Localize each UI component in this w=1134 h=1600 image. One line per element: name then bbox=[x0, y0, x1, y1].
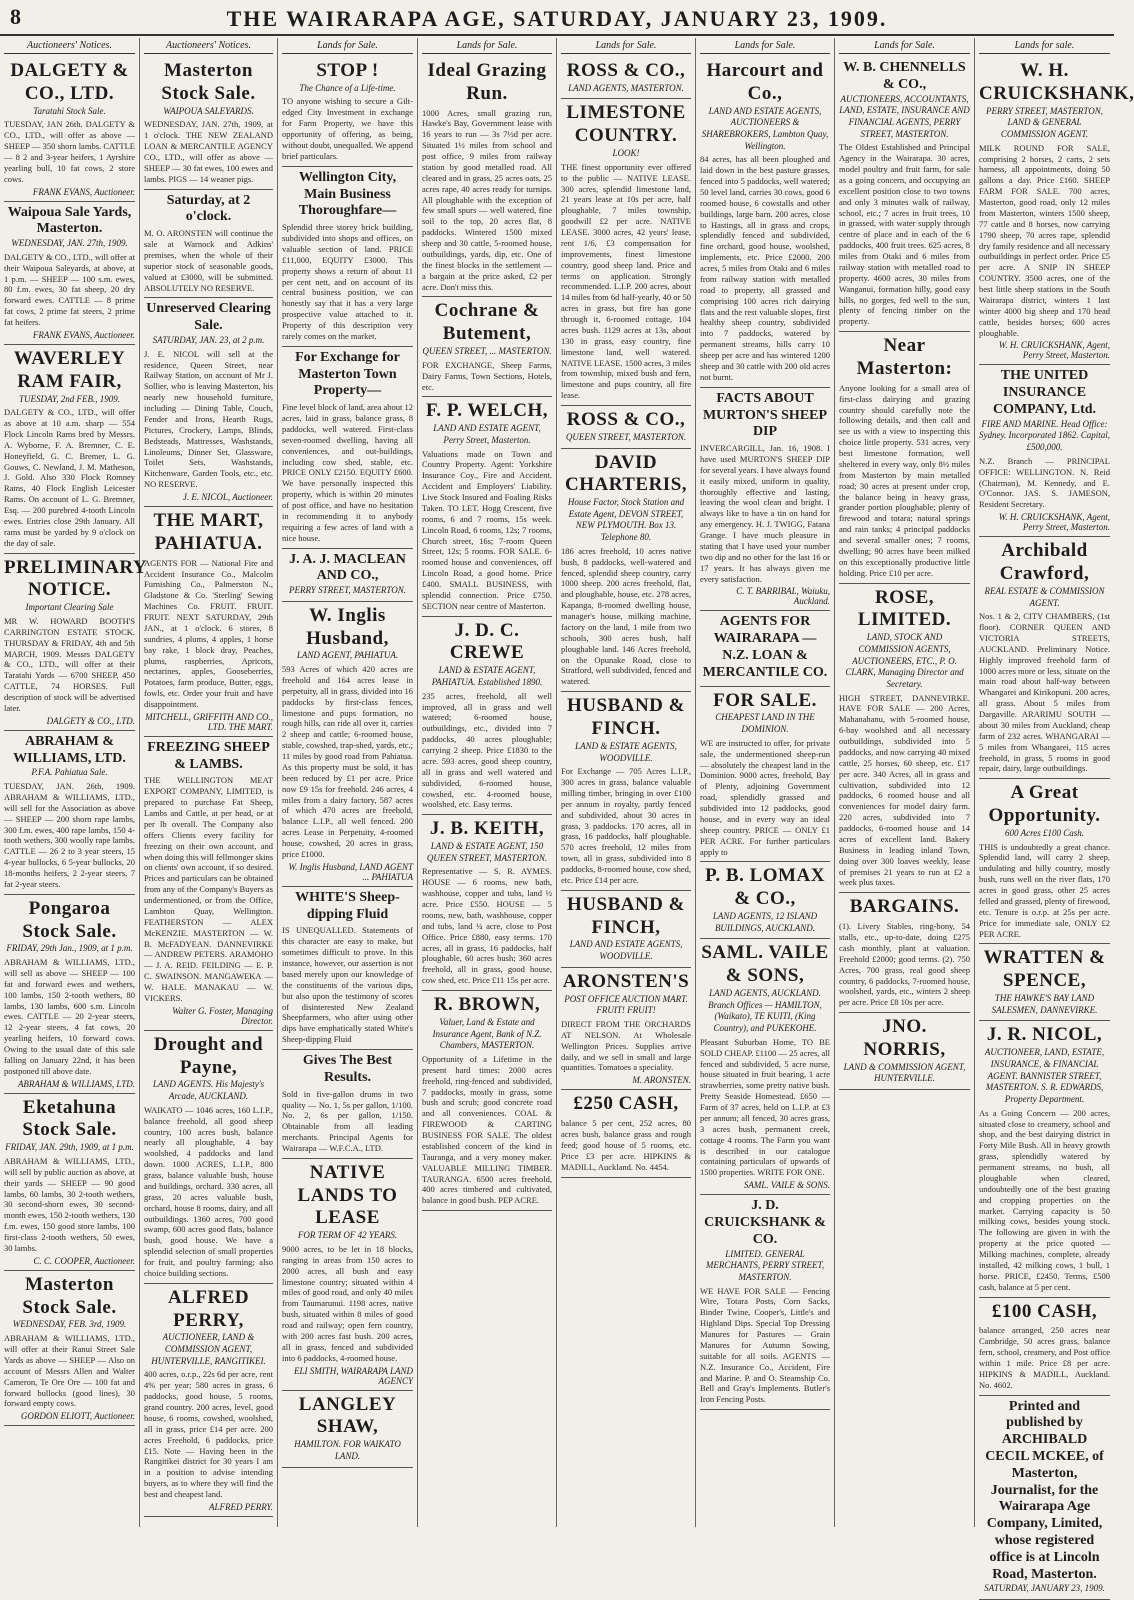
advertisement bbox=[4, 895, 135, 1094]
ad-title: P. B. LOMAX & CO., bbox=[705, 865, 825, 910]
ad-body: Pleasant Suburban Home, TO BE SOLD CHEAP. £1100 — 25 acres, all fenced and subdivided, 5 acre nurse, house situated in fruit bearing, 1 acre strawberries, some pretty native bush. Pretty Seaside Homestead. £650 — Farm of 37 acres, held on L.I.P. at £3 per annum; all fenced, 30 acres grass, 3 acres bush, permanent creek, cottage 4 rooms. The Farm you want is described in our catalogue containing particulars of upwards of 1500 properties. WRITE FOR ONE. bbox=[700, 1036, 831, 1178]
ad-body: MILK ROUND FOR SALE, comprising 2 horses, 2 carts, 2 sets harness, all appointments, doing 50 gallons a day. Price £160. SHEEP FARM FOR SALE. 700 acres, Masterton, good road, only 12 miles from Masterton, winters 1500 sheep, 77 cattle and 8 horses, now carrying 1790 sheep, 70 acres rape, splendid dry family residence and all necessary outbuildings in perfect order. Price £5 per acre. A SNIP IN SHEEP COUNTRY. 3500 acres, one of the best little sheep stations in the South Wairarapa district, winters 1 last winter 4000 big sheep and 170 head cattle, besides horses; 600 acres ploughable. bbox=[979, 142, 1110, 338]
ad-body: Representative — S. R. AYMES. HOUSE — 6 rooms, new bath, washhouse, copper and tubs, land ½ acre. Price £550. HOUSE — 5 rooms, new, bath, washhouse, copper and tubs, land ¼ acre, close to Post Office. Price £880, easy terms. 170 acres, all in grass, 16 paddocks, half ploughable, 60 acres bush; 360 acres freehold, all in grass, good house, cow shed, etc. Price £11 15s per acre. bbox=[422, 866, 552, 986]
ad-subtitle: LAND AND ESTATE AGENT, Perry Street, Masterton. bbox=[433, 423, 541, 445]
ad-body: Sold in five-gallon drums in two quality — No. 1, 5s per gallon, 1/100. No. 2, 6s per gallon, 1/150. Obtainable from all leading merchants. Principal Agents for Wairarapa — W.F.C.A., LTD. bbox=[282, 1088, 413, 1154]
ad-subtitle: REAL ESTATE & COMMISSION AGENT. bbox=[984, 585, 1105, 608]
ad-subtitle: WEDNESDAY, FEB. 3rd, 1909. bbox=[12, 1319, 127, 1330]
advertisement bbox=[4, 57, 135, 202]
ad-title: For Exchange for Masterton Town Property— bbox=[295, 349, 400, 399]
ad-title: Unreserved Clearing Sale. bbox=[146, 301, 271, 334]
ad-subtitle: AUCTIONEER, LAND, ESTATE, INSURANCE, & FINANCIAL AGENT. BANNISTER STREET, MASTERTON. S. R. EDWARDS, Property Department. bbox=[984, 1047, 1105, 1104]
ad-title: W. Inglis Husband, bbox=[306, 604, 389, 649]
advertisement bbox=[561, 1090, 691, 1177]
ad-title: HUSBAND & FINCH, bbox=[567, 893, 685, 938]
ad-subtitle: Important Clearing Sale bbox=[25, 602, 114, 613]
ad-subtitle: FOR TERM OF 42 YEARS. bbox=[297, 1230, 398, 1241]
ad-title: BARGAINS. bbox=[849, 896, 960, 918]
advertisement bbox=[700, 687, 830, 863]
ad-title: Cochrane & Butement, bbox=[434, 300, 540, 345]
ad-body: DALGETY & CO., LTD., will offer at their Waipoua Saleyards, at above, at 1 p.m. — SHEEP — 100 s.m. ewes, 80 f.m. ewes, 30 fat sheep, 20 dry forward ewes. CATTLE — 8 prime fat cows, 2 prime fat steers, 2 prime fat heifers. bbox=[4, 251, 135, 328]
column-heading: Lands for Sale. bbox=[839, 40, 970, 54]
ad-subtitle: PERRY STREET, MASTERTON, LAND & GENERAL COMMISSION AGENT. bbox=[985, 105, 1103, 139]
ad-subtitle: House Factor, Stock Station and Estate Agent, DEVON STREET, NEW PLYMOUTH. Box 13. Telephone 80. bbox=[567, 497, 685, 543]
advertisement bbox=[282, 602, 413, 887]
ad-title: R. BROWN, bbox=[433, 994, 541, 1016]
ad-signature: W. H. CRUICKSHANK, Agent, Perry Street, Masterton. bbox=[998, 512, 1110, 533]
ad-body: WAIKATO — 1046 acres, 160 L.I.P., balance freehold, all good sheep country, 100 acres bush, balance nearly all ploughable, 4 bay woolshed, 4 paddocks and land down. 1000 ACRES, L.I.P., 800 grass, balance valuable bush, house and buildings, orchard. 330 acres, all grass, 20 acres valuable bush, orchard, house 8 rooms, dairy, and all outbuildings. 1360 acres, 700 good swamp, 600 acres good flats, balance bush, good house. We have a splendid selection of small properties for fruit, and poultry farming; also choice building sections. bbox=[144, 1104, 273, 1278]
ad-signature: W. Inglis Husband, LAND AGENT ... PAHIATUA bbox=[288, 861, 413, 882]
ad-title: Printed and published by ARCHIBALD CECIL MCKEE, of Masterton, Journalist, for the Wairarapa Age Company, Limited, whose registered office is at Lincoln Road, Masterton. bbox=[985, 1398, 1104, 1582]
ad-title: ABRAHAM & WILLIAMS, LTD. bbox=[13, 733, 126, 766]
ad-body: 186 acres freehold, 10 acres native bush, 8 paddocks, well-watered and fenced, splendid sheep country, carry 1000 sheep. 200 acres freehold, flat, and ploughable, house, etc. 278 acres, Kapanga, 8-roomed dwelling house, manager's house, milking machine, factory on the land, 1 mile from two schools, 300 acres bush, half ploughable land. 146 Acres freehold, on the Opunake Road, close to Stratford, well subdivided, fenced and watered. bbox=[561, 545, 691, 687]
ad-signature: J. E. NICOL, Auctioneer. bbox=[182, 492, 273, 503]
ad-subtitle: LAND AGENTS. His Majesty's Arcade, AUCKLAND. bbox=[152, 1079, 265, 1102]
ad-subtitle: QUEEN STREET, ... MASTERTON. bbox=[422, 346, 552, 357]
ad-body: (1). Livery Stables, ring-bony, 54 stalls, etc., up-to-date, doing £275 cash monthly, plant at valuation. Freehold £2000; good terms. (2). 750 Acres, 700 grass, real good sheep country, 6 paddocks, 7-roomed house, woolshed, yards, etc., winters 2 sheep per acre. Price £8 10s per acre. bbox=[839, 921, 970, 1008]
column-4 bbox=[418, 38, 557, 1527]
advertisement bbox=[561, 57, 691, 99]
advertisement bbox=[422, 991, 552, 1211]
ad-title: Drought and Payne, bbox=[153, 1033, 264, 1078]
ad-title: £250 CASH, bbox=[573, 1093, 679, 1115]
ad-title: THE UNITED INSURANCE COMPANY, Ltd. bbox=[992, 368, 1097, 417]
ad-body: Opportunity of a Lifetime in the present hard times: 2000 acres freehold, ring-fenced and subdivided, 7 paddocks, mostly in grass, some bush and scrub; good concrete road and all conveniences. COAL & FIREWOOD & CARTING BUSINESS FOR SALE. The oldest established concern of the kind in Tauranga, and a very money maker. VALUABLE MILLING TIMBER. TAURANGA. 6500 acres freehold, 400 acres timbered and cultivated, balance in good bush. PEP ACRE. bbox=[422, 1053, 552, 1206]
ad-body: 400 acres, o.r.p., 22s 6d per acre, rent 4% per year; 580 acres in grass, 6 paddocks, good house, 5 rooms, grand country. 200 acres, level, good house, 6 rooms, cowshed, woolshed, all in grass, price £14 per acre. 200 acres Freehold, 6 paddocks, price £15. Note — Having been in the Rangitikei district for 30 years I am in a position to advise intending buyers, as to where they will find the best and cheapest land. bbox=[144, 1369, 273, 1500]
ad-title: WHITE'S Sheep-dipping Fluid bbox=[295, 889, 400, 922]
ad-title: ROSS & CO., bbox=[566, 409, 686, 431]
ad-title: Pongaroa Stock Sale. bbox=[22, 897, 117, 942]
ad-subtitle: LOOK! bbox=[612, 148, 640, 159]
ad-title: F. P. WELCH, bbox=[426, 400, 548, 422]
advertisement bbox=[979, 944, 1110, 1021]
ad-subtitle: LAND AGENTS, MASTERTON. bbox=[568, 82, 684, 93]
ad-body: WE HAVE FOR SALE — Fencing Wire, Totara Posts, Corn Sacks, Binder Twine, Cooper's, Little's and Highland Dips. Special Top Dressing Manures for Pastures — Grain Manures for Autumn Sowing, suitable for all soils. AGENTS — N.Z. Insurance Co., Accident, Fire and Marine. P. and O. Steamship Co. Bell and Gray's Implements. Butler's Iron Fencing Posts. bbox=[700, 1285, 830, 1405]
ad-signature: DALGETY & CO., LTD. bbox=[46, 715, 135, 726]
ad-body: ABRAHAM & WILLIAMS, LTD., will sell by public auction as above, at their yards — SHEEP — 90 good lambs, 60 lambs, 30 2-tooth wethers, 30 second-shorn ewes, 30 second-month ewes, 150 2-tooth wethers, 130 f.m. ewes, 150 good store lambs, 100 first-class 2-tooth wethers, 50 ewes, 30 lambs. bbox=[4, 1155, 135, 1253]
ad-body: N.Z. Branch — PRINCIPAL OFFICE: WELLINGTON. N. Reid (Chairman), M. Kennedy, and E. O'Connor. JAS. S. JAMESON, Resident Secretary. bbox=[979, 455, 1110, 510]
advertisement bbox=[979, 779, 1110, 944]
ad-title: ARONSTEN'S bbox=[562, 970, 690, 992]
ad-title: ROSS & CO., bbox=[566, 60, 686, 81]
advertisement bbox=[839, 57, 970, 332]
column-2 bbox=[140, 38, 278, 1527]
ad-title: Eketahuna Stock Sale. bbox=[22, 1096, 117, 1141]
ad-subtitle: The Chance of a Life-time. bbox=[299, 82, 396, 93]
advertisement bbox=[144, 1284, 273, 1517]
ad-title: Waipoua Sale Yards, Masterton. bbox=[7, 204, 132, 237]
advertisement bbox=[839, 332, 970, 583]
ad-body: THIS is undoubtedly a great chance. Splendid land, will carry 2 sheep, undulating and hilly country, mostly bush, runs well on the river flats, 170 acres in good grass, other 25 acres felled and grassed, plenty of firewood, etc. Tenure is o.r.p. at 25s per acre. Price for immediate sale, ONLY £2 PER ACRE. bbox=[979, 841, 1110, 939]
ad-subtitle: SATURDAY, JAN. 23, at 2 p.m. bbox=[152, 334, 265, 345]
ad-body: 593 Acres of which 420 acres are freehold and 164 acres lease in perpetuity, all in grass, divided into 16 paddocks by first-class fences, limestone and pups formation, no rough hills, can ride all over it, carries 2 sheep and cattle; 6-roomed house, stable, cowshed, trap-shed, yards, etc.; 11 miles by good road from Pahiatua. As this property must be sold, it has been reduced by £1 per acre. Price now £9 15s for freehold. 246 acres, 4 miles from a dairy factory, 587 acres of which 470 acres are freehold, balance L.I.P., all well fenced. 200 acres Lease in Perpetuity, 4-roomed house, cowshed, 20 acres in grass, price £1000. bbox=[282, 664, 413, 859]
ad-signature: Walter G. Foster, Managing Director. bbox=[172, 1005, 273, 1026]
ad-subtitle: THE HAWKE'S BAY LAND SALESMEN, DANNEVIRKE. bbox=[991, 993, 1098, 1015]
ad-body: Splendid three storey brick building, subdivided into shops and offices, on valuable section of land. PRICE £11,000, EQUITY £3000. This property shows a return of about 11 per cent nett, and on account of its central business position, we can honestly say that it has a very large prospective value attached to it. Property of this description very rarely comes on the market. bbox=[282, 222, 413, 341]
advertisement bbox=[979, 537, 1110, 779]
advertisement bbox=[979, 57, 1134, 365]
ad-body: 235 acres, freehold, all well improved, all in grass and well watered; 6-roomed house, outbuildings, etc., divided into 7 paddocks, 40 acres ploughable; carrying 2 sheep. Price £1830 to the acre. 593 acres, good sheep country, all in grass and well watered and subdivided, 6-roomed house, cowshed, etc. 4-roomed house, woolshed, etc. Easy terms. bbox=[422, 690, 552, 810]
advertisement bbox=[700, 388, 830, 612]
advertisement bbox=[561, 99, 691, 406]
ad-signature: C. C. COOPER, Auctioneer. bbox=[33, 1255, 135, 1266]
advertisement bbox=[282, 1391, 413, 1468]
ad-signature: FRANK EVANS, Auctioneer. bbox=[32, 329, 135, 340]
ad-body: ABRAHAM & WILLIAMS, LTD., will sell as above — SHEEP — 100 fat and forward ewes and wethers, 100 lambs, 150 2-tooth wethers, 80 lambs, 130 lambs, 600 s.m. Lincoln ewes. CATTLE — 20 2-year steers, 12 2-year steers, 4 fat cows, 20 yearling heifers, 10 forward cows. Owing to the usual date of this sale falling on January 22nd, it has been postponed till above date. bbox=[4, 957, 135, 1076]
ad-body: WEDNESDAY, JAN. 27th, 1909, at 1 o'clock. THE NEW ZEALAND LOAN & MERCANTILE AGENCY CO., LTD., will offer as above — SHEEP — 30 fat ewes, 100 ewes and lambs. PIGS — 14 weaner pigs. bbox=[144, 119, 273, 184]
ad-body: Nos. 1 & 2, CITY CHAMBERS, (1st floor). CORNER QUEEN AND VICTORIA STREETS, AUCKLAND. Preliminary Notice. Highly improved freehold farm of 1000 acres more or less, situate on the main road about half-way between Whangarei and Kirikopuni. 200 acres, all grass. About 5 miles from Dargaville. ARARIMU SOUTH — about 30 miles from Auckland, cheap farm of 232 acres. WHANGARAI — 5 miles from Whangarei, 115 acres freehold, in grass, 5 rooms in good repair, dairy, large outbuildings. bbox=[979, 611, 1110, 774]
ad-subtitle: TUESDAY, 2nd FEB., 1909. bbox=[19, 393, 120, 404]
column-8 bbox=[975, 38, 1134, 1594]
ad-subtitle: LIMITED. GENERAL MERCHANTS, PERRY STREET, MASTERTON. bbox=[705, 1248, 825, 1282]
advertisement bbox=[979, 1396, 1110, 1600]
ad-body: DALGETY & CO., LTD., will offer as above at 10 a.m. sharp — 554 Flock Lincoln Rams bred by Messrs. A. Wyborne, F. A. Bremner, C. E. Honeyfield, G. C. Bremer, L. G. Gouws, C. Newland, J. M. Matheson, J. Gold. Also 330 Flock Romney Rams, 40 Flock English Leicester Rams. On account of L. G. Bremner, Esq. — 200 purebred 4-tooth Lincoln ewes. Entries close 29th January. All rams must be yarded by 9 o'clock on the day of sale. bbox=[4, 407, 135, 548]
ad-signature: M. ARONSTEN. bbox=[632, 1075, 691, 1086]
ad-title: THE MART, PAHIATUA. bbox=[153, 510, 264, 554]
newspaper-title: THE WAIRARAPA AGE, SATURDAY, JANUARY 23, 1909. bbox=[226, 6, 888, 31]
advertisement bbox=[979, 1021, 1110, 1297]
ad-title: FACTS ABOUT MURTON'S SHEEP DIP bbox=[702, 390, 828, 440]
ad-body: WE are instructed to offer, for private sale, the undermentioned sheep-run — absolutely the cheapest land in the Dominion. 9000 acres, freehold, Bay of Plenty, adjoining Government road, splendidly grassed and subdivided into 12 paddocks, good house, and in every way an ideal sheep country. PRICE — ONLY £1 PER ACRE. For further particulars apply to bbox=[700, 737, 830, 857]
ad-body: As a Going Concern — 200 acres, situated close to creamery, school and shop, and the best dairying district in Forty Mile Bush. All in heavy growth grass, splendidly watered by permanent streams, no bush, all ploughable when cleared, undoubtedly one of the best grazing and cropping properties on the market. Carrying capacity is 50 milking cows, besides young stock. The following are given in with the property at the price quoted — Milking machines, complete, already installed, 42 milking cows, 1 bull, 1 horse. PRICE, £2450. Terms, £500 cash, balance at 5 per cent. bbox=[979, 1107, 1110, 1292]
advertisement bbox=[422, 297, 552, 397]
ad-body: TUESDAY, JAN. 26th, 1909. ABRAHAM & WILLIAMS, LTD., will sell for the Association as above — SHEEP — 200 shorn rape lambs, 300 f.m. ewes, 400 rape lambs, 150 4-tooth wethers, 300 woolly rape lambs. CATTLE — 26 2 to 3 year steers, 15 4-year bullocks, 6 5-year bullocks, 20 18-months heifers, 2 2-year steers, 7 fat 2-year steers. bbox=[4, 781, 135, 889]
column-1 bbox=[0, 38, 148, 1527]
ad-title: Ideal Grazing Run. bbox=[427, 60, 547, 104]
advertisement bbox=[422, 397, 552, 616]
advertisement bbox=[561, 406, 691, 448]
ad-signature: W. H. CRUICKSHANK, Agent, Perry Street, Masterton. bbox=[998, 340, 1110, 361]
ad-body: TUESDAY, JAN 26th. DALGETY & CO., LTD., will offer as above — SHEEP — 350 shorn lambs. CATTLE — 8 2 and 3-year heifers, 1 Ayrshire yearling bull, 10 fat cows, 2 store cows. bbox=[4, 119, 135, 184]
ad-title: W. B. CHENNELLS & CO., bbox=[843, 60, 966, 92]
advertisement bbox=[4, 345, 135, 554]
ad-subtitle: FRIDAY, 29th Jan., 1909, at 1 p.m. bbox=[6, 943, 133, 954]
ad-body: 1000 Acres, small grazing run, Hawke's Bay, Government lease with 16 years to run — 3s 7½d per acre. Situated 1½ miles from school and post office, 9 miles from railway station by good metalled road. All cleared and in grass, 25 acres oats, 25 acres rape, 40 acres ready for turnips. All ploughable with the exception of few small spurs — well watered, fine soil to the top, 20 acres flat, 8 paddocks. Wintered 1500 mixed sheep and 30 cattle, 5-roomed house, outbuildings, yards, dip, etc. One of the finest blocks in the settlement — a bargain at the price asked, £2 per acre. Don't miss this. bbox=[422, 107, 552, 292]
ad-title: LANGLEY SHAW, bbox=[298, 1393, 397, 1438]
advertisement bbox=[561, 449, 691, 693]
ad-title: SAML. VAILE & SONS, bbox=[701, 942, 829, 987]
ad-title: FREEZING SHEEP & LAMBS. bbox=[147, 739, 270, 772]
ad-title: Masterton Stock Sale. bbox=[22, 1273, 117, 1318]
ad-body: TO anyone wishing to secure a Gilt-edged City Investment in exchange for Farm Property, we have this opportunity of offering, as being, without doubt, unequalled. We append brief particulars. bbox=[282, 96, 413, 161]
advertisement bbox=[700, 1195, 830, 1410]
advertisement bbox=[144, 190, 273, 299]
ad-title: J. D. C. CREWE bbox=[449, 619, 525, 664]
masthead bbox=[0, 0, 1114, 36]
ad-subtitle: HAMILTON. FOR WAIKATO LAND. bbox=[294, 1439, 401, 1461]
advertisement bbox=[422, 815, 552, 991]
ad-subtitle: PERRY STREET, MASTERTON. bbox=[288, 585, 406, 596]
ad-title: J. A. J. MACLEAN AND CO., bbox=[289, 551, 406, 584]
ad-title: WAVERLEY RAM FAIR, bbox=[13, 347, 126, 392]
ad-body: INVERCARGILL, Jan. 16, 1908. I have used MURTON'S SHEEP DIP for several years. I have always found it easily mixed, uniform in quality, thoroughly effective and lasting, leaving the wool clean and bright. I always like to have a tin on hand for any emergency. H. J. TWIGG, Fatana Grange. I have much pleasure in stating that I have used your number two dip and no other for the last 16 or 17 years. It has always given me every satisfaction. bbox=[700, 443, 830, 584]
ad-subtitle: AUCTIONEER, LAND & COMMISSION AGENT, HUNTERVILLE, RANGITIKEI. bbox=[151, 1332, 266, 1366]
advertisement bbox=[839, 893, 970, 1013]
ad-body: FOR EXCHANGE, Sheep Farms, Dairy Farms, Town Sections, Hotels, etc. bbox=[422, 359, 552, 392]
ad-subtitle: LAND AGENTS, 12 ISLAND BUILDINGS, AUCKLAND. bbox=[712, 911, 818, 933]
columns-container bbox=[0, 38, 1134, 1594]
column-6 bbox=[696, 38, 835, 1527]
ad-title: DALGETY & CO., LTD. bbox=[10, 60, 129, 104]
ad-title: Saturday, at 2 o'clock. bbox=[166, 192, 251, 225]
ad-subtitle: LAND, STOCK AND COMMISSION AGENTS, AUCTIONEERS, ETC., P. O. CLARK, Managing Director and Secretary. bbox=[845, 632, 964, 689]
advertisement bbox=[4, 1271, 135, 1426]
column-heading: Auctioneers' Notices. bbox=[4, 40, 135, 54]
advertisement bbox=[979, 1298, 1110, 1396]
ad-title: FOR SALE. bbox=[713, 689, 817, 711]
column-5 bbox=[557, 38, 696, 1527]
advertisement bbox=[4, 1094, 135, 1271]
ad-signature: ABRAHAM & WILLIAMS, LTD. bbox=[17, 1078, 135, 1089]
ad-subtitle: WAIPOUA SALEYARDS. bbox=[163, 105, 254, 116]
ad-body: J. E. NICOL will sell at the residence, Queen Street, near Railway Station, on account of Mr J. Sollier, who is leaving Masterton, his nearly new household furniture, including — Dining Table, Couch, Fender and Irons, Hearth Rugs, Pictures, Crockery, Lamps, Blinds, Bedsteads, Mattresses, Washstands, Linoleums, Dinner Set, Glassware, Toilet Sets, Washstands, Kitchenware, Garden Tools, etc., etc. NO RESERVE. bbox=[144, 348, 273, 490]
ad-body: THE WELLINGTON MEAT EXPORT COMPANY, LIMITED, is prepared to purchase Fat Sheep, Lambs and Cattle, at per head, or at per lb overall. The Company also offers Clients every facility for freezing on their own account, and when doing this will fellmonger skins on clients' own account, if so desired. Prices and particulars can be obtained from any of the Company's Buyers as undermentioned, or from the Office, Lambton Quay, Wellington. FEATHERSTON — ALEX McKENZIE. MASTERTON — W. B. McFADYEAN. DANNEVIRKE — ANDREW PETERS. ARAMOHO — J. A. REID. FEILDING — E. P. C. SWAINSON. MANGAWEKA — W. HALE. MANAKAU — W. VICKERS. bbox=[144, 775, 273, 1003]
ad-title: £100 CASH, bbox=[991, 1300, 1098, 1322]
advertisement bbox=[839, 584, 970, 894]
ad-signature: GORDON ELIOTT, Auctioneer. bbox=[20, 1411, 135, 1422]
advertisement bbox=[282, 57, 413, 167]
advertisement bbox=[561, 891, 691, 968]
ad-subtitle: LAND AND ESTATE AGENTS, AUCTIONEERS & SHAREBROKERS, Lambton Quay, Wellington. bbox=[701, 105, 829, 151]
advertisement bbox=[144, 737, 273, 1031]
ad-title: W. H. CRUICKSHANK, bbox=[979, 60, 1134, 104]
column-3 bbox=[278, 38, 418, 1527]
ad-title: Archibald Crawford, bbox=[999, 540, 1090, 585]
ad-subtitle: LAND & COMMISSION AGENT, HUNTERVILLE. bbox=[843, 1061, 966, 1084]
ad-title: J. B. KEITH, bbox=[429, 818, 545, 840]
ad-body: For Exchange — 705 Acres L.I.P., 300 acres in grass, balance valuable milling timber, bringing in over £100 per annum in royalty, partly fenced and subdivided, about 30 acres in grass, 3 paddocks. 170 acres, all in grass, 16 paddocks, half ploughable. 570 acres freehold, 12 miles from town, all in grass, subdivided into 8 paddocks, 8-roomed house, cow shed, etc. Price £14 per acre. bbox=[561, 766, 691, 885]
ad-subtitle: LAND AGENT, PAHIATUA. bbox=[296, 650, 399, 661]
ad-body: Fine level block of land, area about 12 acres, laid in grass, balance grass, 8 paddocks, well watered. First-class seven-roomed dwelling, having all conveniences, and out-buildings, including cow shed, stable, etc. PRICE ONLY £2150. EQUITY £600. We have personally inspected this property, which is within 20 minutes of post office, and have no hesitation in recommending it to anybody requiring a few acres of land with a nice house. bbox=[282, 402, 413, 543]
advertisement bbox=[282, 549, 413, 602]
column-heading: Lands for Sale. bbox=[700, 40, 830, 54]
ad-body: ABRAHAM & WILLIAMS, LTD., will offer at their Ranui Street Sale Yards as above — SHEEP — Also on account of Messrs Allen and Walter Cameron, Te Ore Ore — 100 fat and forward bullocks (good lines), 30 forward empty cows. bbox=[4, 1333, 135, 1409]
ad-subtitle: CHEAPEST LAND IN THE DOMINION. bbox=[715, 712, 815, 735]
ad-title: PRELIMINARY NOTICE. bbox=[4, 556, 148, 601]
advertisement bbox=[700, 57, 830, 388]
advertisement bbox=[4, 731, 135, 895]
advertisement bbox=[282, 347, 413, 549]
advertisement bbox=[4, 202, 135, 345]
ad-title: J. D. CRUICKSHANK & CO. bbox=[704, 1198, 826, 1247]
ad-subtitle: FIRE AND MARINE. Head Office: Sydney. Incorporated 1862. Capital, £500,000. bbox=[979, 418, 1110, 453]
ad-body: M. O. ARONSTEN will continue the sale at Warnock and Adkins' premises, when the whole of their superior stock of seasonable goods, valued at £3000, will be submitted. ABSOLUTELY NO RESERVE. bbox=[144, 228, 273, 293]
ad-body: THE finest opportunity ever offered to the public — NATIVE LEASE. 300 acres, splendid limestone land, 21 years lease at 10s per acre, half ploughable, 7 miles township, goodwill £2 per acre. NATIVE LEASE. 3000 acres, 42 years' lease, rent 1/6, £3 compensation for improvements, finest limestone country, good sheep land. Price and terms on application. Strongly recommended. L.I.P. 200 acres, about 14 miles from 6d half-yearly, 40 or 50 acres in grass, but fire has gone through it, 6-roomed cottage, 104 acres bush. 1129 acres at 13s, about 130 in grass, easy country, fine limestone land, well watered. NATIVE LEASE. 1500 acres, 3 miles from township, mixed bush and fern, limestone and pups country, all fire lease. bbox=[561, 161, 691, 401]
advertisement bbox=[282, 1159, 413, 1391]
advertisement bbox=[700, 862, 830, 939]
ad-body: balance arranged, 250 acres near Cambridge, 50 acres grass, balance fern, school, creamery, and Post office within 1 mile. Price £8 per acre. HIPKINS & MADILL, Auckland. No. 4602. bbox=[979, 1325, 1110, 1390]
ad-body: AGENTS FOR — National Fire and Accident Insurance Co., Malcolm Furnishing Co., Palmerston N., Gladstone & Co. 'Sterling' Sewing Machines Co. FRUIT. FRUIT. FRUIT. NEXT SATURDAY, 29th JAN., at 1 o'clock. 6 stores, 8 sundries, 4 plums, 4 apples, 1 horse bay rake, 1 block dray, Peaches, plums, raspberries, Apricots, nectarines, apples, Gooseberries, Potatoes, farm produce, Butter, eggs, fowls, etc. Order your fruit and have disappointment. bbox=[144, 557, 273, 709]
advertisement bbox=[422, 57, 552, 297]
advertisement bbox=[561, 692, 691, 891]
ad-signature: SAML. VAILE & SONS. bbox=[743, 1180, 830, 1191]
ad-subtitle: SATURDAY, JANUARY 23, 1909. bbox=[984, 1583, 1105, 1594]
advertisement bbox=[700, 939, 830, 1195]
ad-subtitle: FRIDAY, JAN. 29th, 1909, at 1 p.m. bbox=[5, 1142, 134, 1153]
advertisement bbox=[282, 167, 413, 347]
column-heading: Lands for sale. bbox=[979, 40, 1110, 54]
ad-subtitle: 600 Acres £100 Cash. bbox=[1004, 827, 1084, 838]
ad-title: Near Masterton: bbox=[856, 335, 953, 380]
ad-title: STOP ! bbox=[316, 60, 379, 81]
ad-body: 9000 acres, to be let in 18 blocks, ranging in areas from 150 acres to 2000 acres, all bush and easy limestone country; situated within 4 miles of good road, and only 40 miles from Taumarunui. 1198 acres, native bush, situated within 8 miles of good road and railway; open fern country, with 200 acres fast bush. 200 acres, all in grass, fenced and subdivided into 6 paddocks, 4-roomed house. bbox=[282, 1243, 413, 1363]
ad-body: IS UNEQUALLED. Statements of this character are easy to make, but sometimes difficult to prove. In this instance, however, our assertion is not based merely upon our knowledge of the constituents of the various dips, but also upon the testimony of scores of disinterested New Zealand Sheepfarmers, who after using other dips have emphatically stated White's Sheep-dipping Fluid bbox=[282, 925, 413, 1045]
advertisement bbox=[282, 887, 413, 1050]
ad-title: JNO. NORRIS, bbox=[863, 1016, 946, 1060]
ad-body: The Oldest Established and Principal Agency in the Wairarapa. 30 acres, model poultry and fruit farm, for sale as a going concern, and occupying an excellent position close to two towns and only 3 minutes walk of railway, school, etc.; 7 acres in fruit trees, 10 in grassed, with water supply through centre of place and in each of the 6 paddocks, 400 fruit trees. 625 acres, 8 miles from Otaki and 6 miles from railway station with metalled road to property. 4600 acres, 30 miles from Wanganui, formation hilly, good easy hills, no gorges, fed well to the sun, plenty of fencing timber on the property. bbox=[839, 142, 970, 327]
ad-subtitle: LAND & ESTATE AGENTS, WOODVILLE. bbox=[575, 740, 677, 763]
column-heading: Lands for Sale. bbox=[422, 40, 552, 54]
ad-title: AGENTS FOR WAIRARAPA — N.Z. LOAN & MERCANTILE CO. bbox=[702, 614, 828, 680]
ad-title: HUSBAND & FINCH. bbox=[567, 695, 685, 740]
ad-body: HIGH STREET, DANNEVIRKE. HAVE FOR SALE — 200 Acres, Mahanahanu, with 5-roomed house, 6-bay woolshed and all necessary outbuildings, subdivided into 5 paddocks, and now carrying 40 mixed cattle, 25 horses, 60 sheep, etc. £17 per acre. 340 Acres, all in grass and cultivation, subdivided into 12 paddocks, 6 roomed house and all conveniences for model dairy farm. 220 acres, subdivided into 7 paddocks, 6-roomed house and 14 acres of excellent land. Bakery Business in leading inland Town, doing over 300 loaves weekly, lease of premises 21 years to run at £2 a week plus taxes. bbox=[839, 692, 970, 888]
ad-title: ALFRED PERRY, bbox=[167, 1286, 250, 1331]
page-number: 8 bbox=[10, 4, 21, 29]
advertisement bbox=[839, 1013, 970, 1090]
ad-title: Harcourt and Co., bbox=[706, 60, 824, 104]
ad-title: LIMESTONE COUNTRY. bbox=[566, 102, 686, 147]
ad-subtitle: QUEEN STREET, MASTERTON. bbox=[565, 431, 687, 442]
advertisement bbox=[282, 1050, 413, 1159]
ad-subtitle: POST OFFICE AUCTION MART. FRUIT! FRUIT! bbox=[564, 993, 688, 1016]
ad-body: Valuations made on Town and Country Property. Agent: Yorkshire Insurance Coy., Fire and Accident. Accident and Employers' Liability. Live Stock Insured and Foaling Risks Taken. TO LET. Hogg Crescent, five rooms, 6 and 7 rooms, 15s week. Lincoln Road, 6 rooms, 12s; 7 rooms, Church street, 16s; 7-room Queen Street, 12s; 5 rooms. FOR SALE. 6-roomed house and conveniences, off Lincoln Road, a good home. Price £400. SMALL BUSINESS, with splendid connection. Price £750. SECTION near centre of Masterton. bbox=[422, 448, 552, 611]
ad-signature: ALFRED PERRY. bbox=[208, 1501, 273, 1512]
ad-body: MR W. HOWARD BOOTH'S CARRINGTON ESTATE STOCK. THURSDAY & FRIDAY, 4th and 5th MARCH, 1909. Messrs DALGETY & CO., LTD., will offer at their Taratahi Yards — 6700 SHEEP, 450 CATTLE, 74 HORSES. Full description of stock will be advertised later. bbox=[4, 615, 135, 713]
advertisement bbox=[979, 365, 1110, 537]
advertisement bbox=[700, 611, 830, 686]
ad-body: Anyone looking for a small area of first-class dairying and grazing country should carefully note the following details, and then call and see us with a view to inspecting this choice little property. 531 acres, very best limestone formation, well sheltered in every way, only 8½ miles from Masterton by main metalled road; 30 acres at present under crop, the balance being in heavy grass, grander portion ploughable; plenty of firewood and totara; natural springs and rain tanks; 4 principal paddocks and several smaller ones; 7 rooms, dwelling; 90 acres have been milked on this exceptionally productive little holding. Price £10 per acre. bbox=[839, 382, 970, 578]
advertisement bbox=[144, 1031, 273, 1284]
ad-signature: MITCHELL, GRIFFITH AND CO., LTD. THE MART. bbox=[145, 711, 273, 732]
ad-subtitle: LAND AGENTS, AUCKLAND. Branch Offices — HAMILTON, (Waikato), TE KUITI, (King Country), and PUKEKOHE. bbox=[708, 988, 822, 1034]
ad-subtitle: Valuer, Land & Estate and Insurance Agent, Bank of N.Z. Chambers, MASTERTON. bbox=[432, 1016, 542, 1051]
column-7 bbox=[835, 38, 975, 1527]
ad-title: DAVID CHARTERIS, bbox=[564, 451, 688, 496]
ad-subtitle: P.F.A. Pahiatua Sale. bbox=[31, 767, 108, 778]
ad-title: Masterton Stock Sale. bbox=[161, 60, 256, 104]
column-heading: Lands for Sale. bbox=[561, 40, 691, 54]
ad-title: ROSE, LIMITED. bbox=[857, 586, 952, 631]
ad-title: WRATTEN & SPENCE, bbox=[983, 947, 1106, 992]
advertisement bbox=[4, 554, 148, 731]
ad-subtitle: Taratahi Stock Sale. bbox=[33, 105, 106, 116]
ad-subtitle: LAND & ESTATE AGENT, 150 QUEEN STREET, MASTERTON. bbox=[426, 841, 548, 863]
ad-title: A Great Opportunity. bbox=[988, 782, 1101, 827]
advertisement bbox=[144, 507, 273, 737]
ad-signature: ELI SMITH, WAIRARAPA LAND AGENCY bbox=[293, 1365, 413, 1386]
ad-body: 84 acres, has all been ploughed and laid down in the best pasture grasses, fenced into 5 paddocks, well watered; 50 level land, carries 30 cows, good 6 roomed house, 6 cowstalls and other buildings, large barn. 200 acres, close to Hastings, all in grass and crops, splendidly fenced and subdivided, fine orchard, good house, woolshed, implements, etc. Price £2000. 200 acres, 5 miles from Otaki and 6 miles from railway station with metalled road to property, all grassed and comprising 100 acres rich dairying flats and the rest valuable slopes, first healthy sheep country, subdivided into 7 paddocks, watered by permanent streams, hills carry 10 sheep per acre and has wintered 1200 sheep and 30 cattle with 200 old acres not burnt. bbox=[700, 154, 830, 382]
ad-title: Gives The Best Results. bbox=[302, 1053, 393, 1085]
column-heading: Auctioneers' Notices. bbox=[144, 40, 273, 54]
ad-body: balance 5 per cent, 252 acres, 80 acres bush, balance grass and rough feed; good house of 5 rooms, etc. Price £3 per acre. HIPKINS & MADILL, Auckland. No. 4454. bbox=[561, 1118, 691, 1172]
advertisement bbox=[422, 617, 552, 816]
ad-subtitle: LAND & ESTATE AGENT, PAHIATUA. Established 1890. bbox=[431, 665, 543, 687]
ad-subtitle: WEDNESDAY, JAN. 27th, 1909. bbox=[11, 238, 128, 249]
column-heading: Lands for Sale. bbox=[282, 40, 413, 54]
ad-title: NATIVE LANDS TO LEASE bbox=[297, 1161, 398, 1229]
ad-signature: FRANK EVANS, Auctioneer. bbox=[32, 186, 135, 197]
ad-subtitle: LAND AND ESTATE AGENTS, WOODVILLE. bbox=[569, 939, 683, 962]
ad-subtitle: AUCTIONEERS, ACCOUNTANTS, LAND, ESTATE, INSURANCE AND FINANCIAL AGENTS, PERRY STREET, MASTERTON. bbox=[839, 93, 970, 139]
advertisement bbox=[144, 57, 273, 190]
ad-signature: C. T. BARRIBAL, Waiuku, Auckland. bbox=[736, 586, 830, 607]
advertisement bbox=[561, 968, 691, 1091]
advertisement bbox=[144, 298, 273, 507]
ad-title: J. R. NICOL, bbox=[986, 1024, 1103, 1046]
ad-body: DIRECT FROM THE ORCHARDS AT NELSON. At Wholesale Wellington Prices. Supplies arrive daily, and we sell in small and large quantities. Tomatoes a speciality. bbox=[561, 1018, 691, 1073]
ad-title: Wellington City, Main Business Thoroughfare— bbox=[298, 169, 397, 219]
